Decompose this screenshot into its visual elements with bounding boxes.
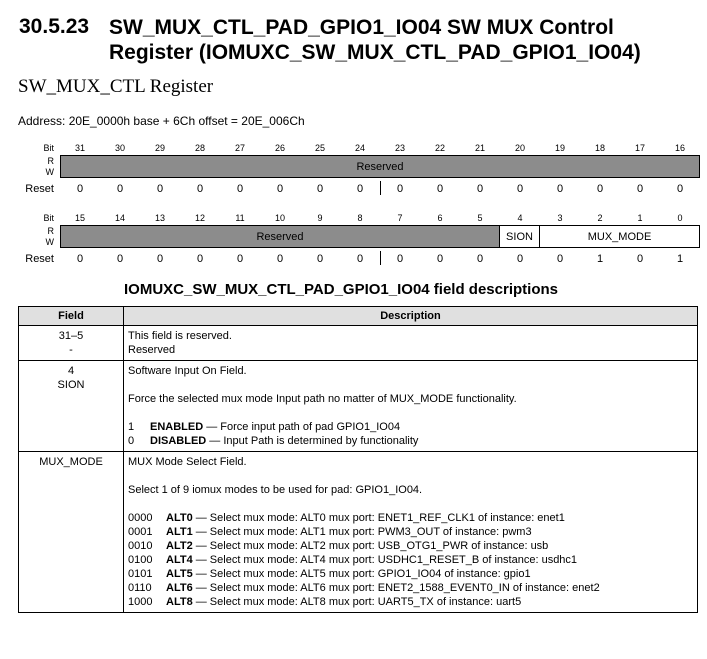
section-title-line1: SW_MUX_CTL_PAD_GPIO1_IO04 SW MUX Control	[109, 16, 614, 39]
reserved-field-upper: Reserved	[60, 155, 700, 178]
reset-value: 0	[436, 183, 444, 195]
reset-value: 0	[356, 183, 364, 195]
enum-name: ALT8	[166, 596, 193, 608]
bit-number: 31	[74, 143, 85, 153]
rw-label	[18, 156, 54, 178]
enum-desc: — Select mux mode: ALT0 mux port: ENET1_REF_CLK1 of instance: enet1	[195, 512, 565, 524]
enum-name: ALT6	[166, 582, 193, 594]
enum-name: ALT0	[166, 512, 193, 524]
bit-number: 25	[314, 143, 325, 153]
enum-value: 0110	[128, 582, 152, 594]
enum-name: ALT5	[166, 568, 193, 580]
register-lower	[18, 213, 698, 269]
bit-number: 12	[194, 213, 205, 223]
reset-value: 0	[676, 183, 684, 195]
reset-value: 0	[236, 183, 244, 195]
col-desc-header: Description	[124, 307, 698, 326]
reset-value: 0	[556, 183, 564, 195]
reset-value: 0	[276, 183, 284, 195]
register-upper	[18, 143, 698, 199]
enum-name: ALT2	[166, 540, 193, 552]
bit-number: 14	[114, 213, 125, 223]
bit-number: 20	[514, 143, 525, 153]
bit-number: 0	[677, 213, 683, 223]
bit-label: Bit	[43, 213, 54, 223]
enum-name: ALT4	[166, 554, 193, 566]
table-row	[19, 452, 698, 613]
reset-value: 0	[556, 253, 564, 265]
desc-line: Reserved	[128, 344, 176, 356]
w-label: W	[45, 167, 54, 177]
field-bits: 4	[67, 365, 75, 377]
enum-name: ENABLED	[150, 421, 204, 433]
field-bits: 31–5	[58, 330, 84, 342]
bit-number: 8	[357, 213, 363, 223]
enum-row	[128, 434, 693, 448]
desc-line: Select 1 of 9 iomux modes to be used for pad: GPIO1_IO04.	[128, 484, 423, 496]
mux-mode-row	[128, 595, 693, 609]
reset-value: 0	[636, 183, 644, 195]
reset-value: 0	[476, 253, 484, 265]
field-descriptions-table	[18, 306, 698, 613]
bit-number: 2	[597, 213, 603, 223]
reset-value: 0	[196, 253, 204, 265]
reset-value: 0	[316, 183, 324, 195]
reset-value: 0	[516, 183, 524, 195]
reset-label: Reset	[25, 253, 54, 265]
mux-mode-row	[128, 553, 693, 567]
register-subtitle: SW_MUX_CTL Register	[18, 76, 214, 97]
section-title	[109, 15, 641, 65]
desc-cell	[124, 326, 698, 361]
bit-number: 9	[317, 213, 323, 223]
reset-value: 0	[596, 183, 604, 195]
reset-value: 0	[76, 253, 84, 265]
bit-number: 28	[194, 143, 205, 153]
reset-value: 0	[156, 183, 164, 195]
reset-label: Reset	[25, 183, 54, 195]
table-row	[19, 326, 698, 361]
reset-value: 1	[596, 253, 604, 265]
bit-number: 7	[397, 213, 403, 223]
r-label: R	[47, 156, 54, 166]
bit-number: 23	[394, 143, 405, 153]
enum-row	[128, 420, 693, 434]
enum-desc: — Force input path of pad GPIO1_IO04	[206, 421, 401, 433]
bit-number: 30	[114, 143, 125, 153]
bit-number: 13	[154, 213, 165, 223]
reset-value: 0	[116, 253, 124, 265]
section-number: 30.5.23	[19, 15, 90, 38]
desc-line: This field is reserved.	[128, 330, 232, 342]
reset-value: 0	[316, 253, 324, 265]
desc-cell	[124, 361, 698, 452]
bit-number: 29	[154, 143, 165, 153]
register-address: Address: 20E_0000h base + 6Ch offset = 20E_006Ch	[18, 114, 305, 128]
sion-field: SION	[499, 225, 540, 248]
desc-line: Software Input On Field.	[128, 365, 247, 377]
table-row	[19, 361, 698, 452]
bit-number: 16	[674, 143, 685, 153]
bit-number: 1	[637, 213, 643, 223]
desc-cell	[124, 452, 698, 613]
reset-value: 1	[676, 253, 684, 265]
field-name: -	[69, 344, 73, 356]
enum-value: 1	[128, 421, 135, 433]
bit-label: Bit	[43, 143, 54, 153]
bit-number: 17	[634, 143, 645, 153]
enum-desc: — Select mux mode: ALT5 mux port: GPIO1_IO04 of instance: gpio1	[195, 568, 531, 580]
reset-value: 0	[236, 253, 244, 265]
field-cell	[19, 326, 124, 361]
enum-value: 0001	[128, 526, 153, 538]
reset-value: 0	[436, 253, 444, 265]
reset-value: 0	[356, 253, 364, 265]
table-title: IOMUXC_SW_MUX_CTL_PAD_GPIO1_IO04 field descriptions	[124, 281, 558, 298]
bit-number: 11	[235, 213, 245, 223]
mux-mode-row	[128, 511, 693, 525]
enum-value: 0000	[128, 512, 153, 524]
bit-number: 21	[474, 143, 485, 153]
reset-value: 0	[276, 253, 284, 265]
bit-number: 6	[437, 213, 443, 223]
bit-number: 22	[434, 143, 445, 153]
bit-number: 15	[74, 213, 85, 223]
enum-desc: — Select mux mode: ALT8 mux port: UART5_TX of instance: uart5	[195, 596, 522, 608]
bit-number: 26	[274, 143, 285, 153]
reset-value: 0	[476, 183, 484, 195]
section-title-line2: Register (IOMUXC_SW_MUX_CTL_PAD_GPIO1_IO04)	[109, 41, 641, 64]
reset-value: 0	[396, 183, 404, 195]
bit-number: 5	[477, 213, 483, 223]
desc-line: Force the selected mux mode Input path no matter of MUX_MODE functionality.	[128, 393, 517, 405]
bit-number: 19	[554, 143, 565, 153]
mux-mode-row	[128, 539, 693, 553]
col-field-header: Field	[19, 307, 124, 326]
table-header-row	[19, 307, 698, 326]
mux-mode-row	[128, 567, 693, 581]
enum-desc: — Select mux mode: ALT6 mux port: ENET2_1588_EVENT0_IN of instance: enet2	[195, 582, 600, 594]
enum-value: 1000	[128, 596, 153, 608]
bit-number: 10	[274, 213, 285, 223]
reset-value: 0	[196, 183, 204, 195]
w-label: W	[45, 237, 54, 247]
mux-mode-field: MUX_MODE	[539, 225, 700, 248]
bit-number: 3	[557, 213, 563, 223]
enum-desc: — Select mux mode: ALT2 mux port: USB_OTG1_PWR of instance: usb	[195, 540, 549, 552]
field-cell	[19, 361, 124, 452]
enum-name: DISABLED	[150, 435, 207, 447]
bit-number: 27	[234, 143, 245, 153]
reset-value: 0	[116, 183, 124, 195]
reserved-field-lower: Reserved	[60, 225, 500, 248]
mux-mode-row	[128, 525, 693, 539]
enum-value: 0	[128, 435, 135, 447]
enum-value: 0100	[128, 554, 153, 566]
enum-desc: — Input Path is determined by functionality	[209, 435, 419, 447]
bit-number: 24	[354, 143, 365, 153]
bit-number: 4	[517, 213, 523, 223]
field-cell	[19, 452, 124, 613]
field-name: SION	[57, 379, 85, 391]
desc-line: MUX Mode Select Field.	[128, 456, 247, 468]
bit-number: 18	[594, 143, 605, 153]
reset-value: 0	[636, 253, 644, 265]
mux-mode-row	[128, 581, 693, 595]
enum-desc: — Select mux mode: ALT4 mux port: USDHC1_RESET_B of instance: usdhc1	[195, 554, 578, 566]
enum-value: 0010	[128, 540, 153, 552]
reset-value: 0	[516, 253, 524, 265]
enum-desc: — Select mux mode: ALT1 mux port: PWM3_OUT of instance: pwm3	[195, 526, 532, 538]
reset-value: 0	[156, 253, 164, 265]
reset-value: 0	[396, 253, 404, 265]
reset-value: 0	[76, 183, 84, 195]
enum-name: ALT1	[166, 526, 193, 538]
field-name: MUX_MODE	[39, 456, 103, 468]
r-label: R	[47, 226, 54, 236]
enum-value: 0101	[128, 568, 153, 580]
rw-label	[18, 226, 54, 248]
